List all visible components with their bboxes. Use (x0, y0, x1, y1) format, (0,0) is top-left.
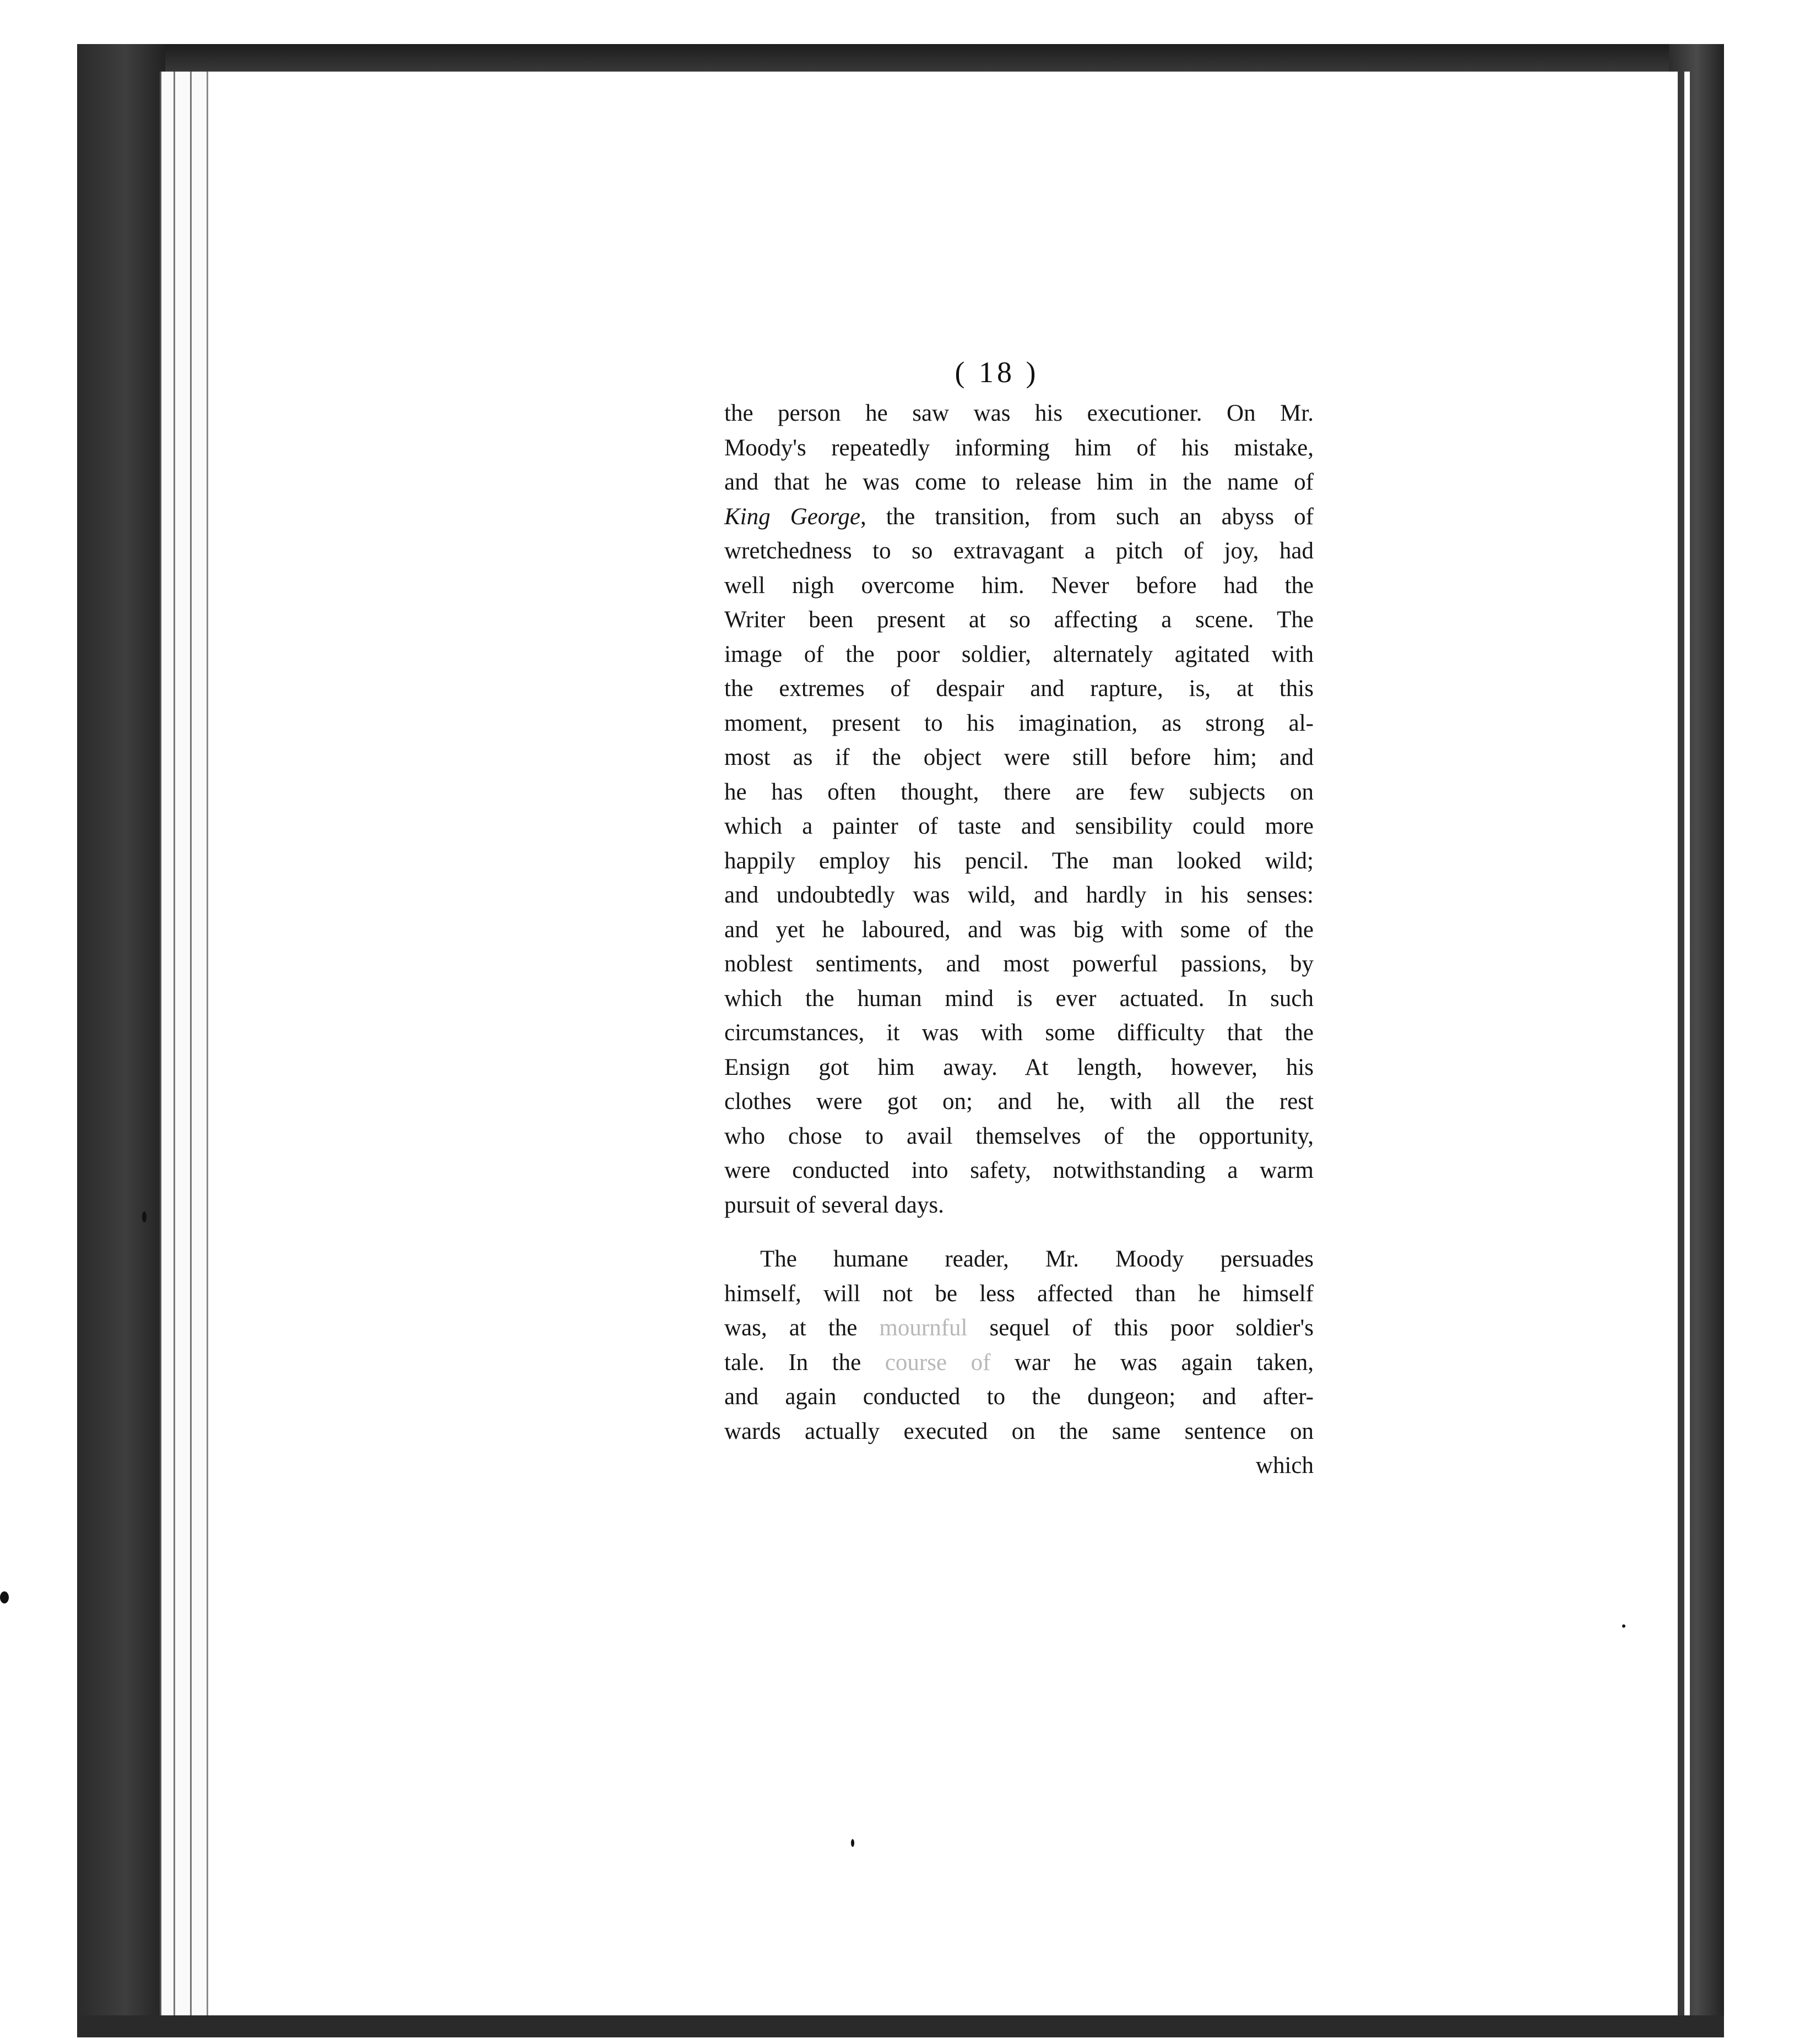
text-line: noblest sentiments, and most powerful passions, by (724, 951, 1314, 977)
paragraph-2 (724, 1242, 1314, 1483)
text-line: most as if the object were still before him; and (724, 744, 1314, 770)
text-line: wards actually executed on the same sentence on (724, 1418, 1314, 1444)
microfilm-frame-top (77, 44, 1724, 72)
text-line: Writer been present at so affecting a scene. The (724, 607, 1314, 633)
stacked-page-edges (160, 72, 211, 2015)
text-line: which the human mind is ever actuated. In such (724, 985, 1314, 1012)
scan-speck (1622, 1624, 1625, 1628)
microfilm-frame-bottom (77, 2015, 1724, 2037)
text-line: and yet he laboured, and was big with some of the (724, 916, 1314, 943)
text-line: himself, will not be less affected than he himself (724, 1280, 1314, 1307)
text-line: the extremes of despair and rapture, is, at this (724, 676, 1314, 702)
text-line: Ensign got him away. At length, however, his (724, 1054, 1314, 1080)
text-line: moment, present to his imagination, as strong al- (724, 710, 1314, 736)
text-segment: course of (885, 1349, 991, 1376)
text-line: and undoubtedly was wild, and hardly in his senses: (724, 882, 1314, 908)
body-text (724, 396, 1314, 1483)
scan-speck (0, 1591, 9, 1603)
text-line: pursuit of several days. (724, 1192, 944, 1218)
scan-speck (142, 1211, 147, 1222)
facing-page-edge (1684, 72, 1690, 2015)
scan-speck (851, 1839, 854, 1847)
text-line: wretchedness to so extravagant a pitch of joy, had (724, 538, 1314, 564)
text-line: were conducted into safety, notwithstanding a warm (724, 1157, 1314, 1183)
text-line: The humane reader, Mr. Moody persuades (760, 1246, 1314, 1272)
text-segment: mournful (879, 1315, 968, 1341)
text-line: which (1255, 1453, 1314, 1478)
text-line: which a painter of taste and sensibility could more (724, 813, 1314, 839)
text-line: and again conducted to the dungeon; and after- (724, 1384, 1314, 1410)
text-segment: war he was again taken, (990, 1349, 1314, 1376)
text-line: happily employ his pencil. The man looked wild; (724, 847, 1314, 874)
text-line (724, 1346, 1314, 1380)
text-line: circumstances, it was with some difficulty that the (724, 1020, 1314, 1046)
text-line: well nigh overcome him. Never before had the (724, 572, 1314, 599)
text-line: the person he saw was his executioner. On Mr. (724, 400, 1314, 426)
text-line: he has often thought, there are few subjects on (724, 779, 1314, 805)
text-line: and that he was come to release him in the name of (724, 469, 1314, 495)
scan-background (0, 0, 1800, 44)
text-line: who chose to avail themselves of the opportunity, (724, 1123, 1314, 1149)
text-segment: , the transition, from such an abyss of (860, 503, 1314, 530)
text-line (724, 500, 1314, 535)
text-segment: tale. In the (724, 1349, 885, 1376)
text-segment: King George (724, 503, 861, 530)
text-segment: was, at the (724, 1315, 880, 1341)
page-number: ( 18 ) (955, 356, 1039, 389)
text-line: Moody's repeatedly informing him of his mistake, (724, 434, 1314, 461)
text-line: image of the poor soldier, alternately agitated with (724, 641, 1314, 667)
text-line: clothes were got on; and he, with all the rest (724, 1089, 1314, 1115)
microfilm-frame-left (77, 44, 165, 2037)
text-line (724, 1311, 1314, 1346)
text-segment: sequel of this poor soldier's (967, 1315, 1314, 1341)
paragraph-1 (724, 396, 1314, 1222)
